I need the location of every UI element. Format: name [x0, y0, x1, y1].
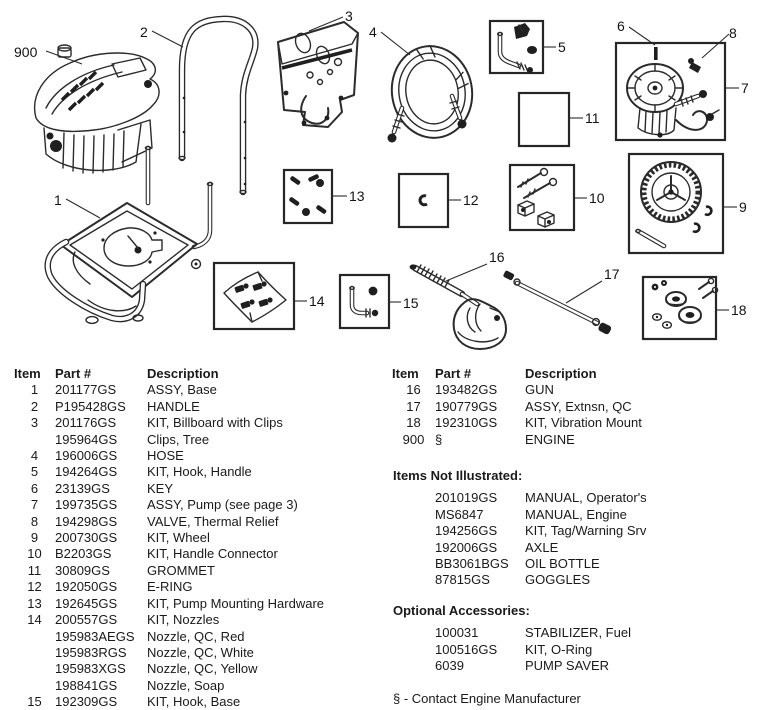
table-row — [392, 382, 758, 398]
callout-label-1: 1 — [54, 192, 62, 208]
callout-label-18: 18 — [731, 302, 747, 318]
part-number: 194256GS — [435, 523, 498, 539]
table-row — [14, 432, 380, 448]
right-table-header — [392, 366, 758, 382]
table-row — [14, 629, 380, 645]
callout-label-13: 13 — [349, 188, 365, 204]
table-row — [14, 563, 380, 579]
parts-lists — [0, 362, 764, 710]
part-description: HANDLE — [147, 398, 200, 414]
table-row — [14, 661, 380, 677]
table-row — [392, 540, 758, 556]
callout-label-4: 4 — [369, 24, 377, 40]
col-header-item: Item — [14, 366, 41, 381]
table-row — [392, 523, 758, 539]
table-row — [14, 382, 380, 398]
e-ring-kit — [399, 174, 448, 227]
part-number: 100031 — [435, 625, 479, 641]
table-row — [14, 464, 380, 480]
part-description: HOSE — [147, 448, 184, 464]
item-number: 8 — [30, 513, 39, 529]
part-description: ASSY, Base — [147, 382, 217, 398]
col-header-item: Item — [392, 366, 419, 381]
item-number — [14, 629, 55, 645]
part-number: 194298GS — [55, 513, 118, 529]
base-illustration — [48, 147, 213, 324]
grommet-box — [519, 93, 569, 146]
part-description: AXLE — [525, 539, 559, 555]
part-number: B2203GS — [55, 546, 112, 562]
table-row — [14, 399, 380, 415]
engine-illustration — [35, 45, 159, 173]
part-number: BB3061BGS — [435, 556, 509, 572]
callout-label-14: 14 — [309, 293, 325, 309]
hook-base-kit — [340, 275, 389, 328]
part-number: 195983RGS — [55, 644, 127, 660]
table-row — [14, 645, 380, 661]
part-number: 199735GS — [55, 497, 118, 513]
spray-gun-illustration — [410, 264, 506, 349]
table-row — [392, 642, 758, 658]
part-description: ASSY, Extnsn, QC — [525, 398, 632, 414]
part-number: 192310GS — [435, 415, 498, 431]
callout-label-9: 9 — [739, 199, 747, 215]
callout-label-7: 7 — [741, 80, 749, 96]
item-number: 16 — [406, 382, 421, 398]
table-row — [14, 415, 380, 431]
part-description: GOGGLES — [525, 572, 591, 588]
right-table-body — [392, 382, 758, 448]
table-row — [14, 514, 380, 530]
callout-label-17: 17 — [604, 266, 620, 282]
col-header-part: Part # — [435, 366, 472, 381]
callout-line-900 — [46, 51, 82, 64]
item-number — [14, 678, 55, 694]
part-number: P195428GS — [55, 398, 126, 414]
callout-label-12: 12 — [463, 192, 479, 208]
table-row — [392, 415, 758, 431]
part-description: KIT, Nozzles — [147, 612, 220, 628]
part-number: 201177GS — [55, 382, 117, 398]
item-number: 5 — [30, 464, 39, 480]
nozzle-kit — [214, 263, 294, 329]
table-row — [392, 490, 758, 506]
item-number: 900 — [402, 431, 425, 447]
item-number — [14, 661, 55, 677]
callout-label-6: 6 — [617, 18, 625, 34]
part-number: 192309GS — [55, 694, 118, 710]
vibration-mount-kit — [643, 277, 718, 339]
table-row — [392, 625, 758, 641]
part-description: KIT, Pump Mounting Hardware — [147, 595, 325, 611]
item-number: 6 — [30, 480, 39, 496]
part-number: 195983XGS — [55, 661, 126, 677]
callout-label-15: 15 — [403, 295, 419, 311]
item-number: 7 — [30, 497, 39, 513]
part-number: 192050GS — [55, 579, 118, 595]
pump-assembly — [616, 43, 725, 140]
item-number: 11 — [27, 562, 42, 578]
table-row — [14, 612, 380, 628]
handle-connector-kit — [510, 165, 574, 230]
callout-label-2: 2 — [140, 24, 148, 40]
item-number: 9 — [30, 530, 39, 546]
part-description: Nozzle, QC, Red — [147, 628, 245, 644]
part-description: KIT, O-Ring — [525, 641, 593, 657]
left-table-body — [14, 382, 380, 710]
table-row — [392, 658, 758, 674]
part-description: KIT, Handle Connector — [147, 546, 278, 562]
part-number: 196006GS — [55, 448, 118, 464]
part-description: GUN — [525, 382, 554, 398]
part-description: MANUAL, Engine — [525, 506, 627, 522]
part-number: 23139GS — [55, 480, 110, 496]
table-row — [14, 448, 380, 464]
part-number: 195964GS — [55, 431, 118, 447]
callout-line-17 — [566, 281, 602, 303]
not-illustrated-list — [392, 490, 758, 588]
parts-list-right — [392, 366, 758, 707]
part-description: Nozzle, Soap — [147, 677, 225, 693]
callout-line-4 — [381, 32, 410, 55]
part-number: 195983AEGS — [55, 628, 135, 644]
part-number: 194264GS — [55, 464, 118, 480]
billboard-illustration — [278, 22, 358, 127]
callout-label-11: 11 — [585, 110, 600, 126]
part-number: 201176GS — [55, 415, 117, 431]
part-description: KEY — [147, 480, 174, 496]
part-description: KIT, Tag/Warning Srv — [525, 523, 647, 539]
callout-line-1 — [66, 199, 100, 218]
parts-list-left — [14, 366, 380, 710]
part-description: MANUAL, Operator's — [525, 490, 647, 506]
item-number: 2 — [30, 398, 39, 414]
part-description: KIT, Hook, Base — [147, 694, 241, 710]
item-number: 12 — [27, 579, 42, 595]
part-description: Clips, Tree — [147, 431, 210, 447]
part-description: OIL BOTTLE — [525, 556, 600, 572]
optional-accessories-title: Optional Accessories: — [393, 602, 530, 618]
engine-footnote: § - Contact Engine Manufacturer — [393, 690, 581, 706]
part-number: § — [435, 431, 443, 447]
item-number: 15 — [27, 694, 42, 710]
part-description: E-RING — [147, 579, 193, 595]
part-number: 198841GS — [55, 677, 118, 693]
table-row — [14, 546, 380, 562]
part-description: STABILIZER, Fuel — [525, 625, 631, 641]
part-description: VALVE, Thermal Relief — [147, 513, 279, 529]
part-number: 87815GS — [435, 572, 490, 588]
item-number: 10 — [27, 546, 42, 562]
table-row — [14, 596, 380, 612]
part-number: MS6847 — [435, 506, 484, 522]
part-description: KIT, Wheel — [147, 530, 210, 546]
table-row — [14, 579, 380, 595]
callout-label-16: 16 — [489, 249, 505, 265]
col-header-part: Part # — [55, 366, 92, 381]
extension-wand-illustration — [503, 270, 612, 335]
item-number: 3 — [30, 415, 39, 431]
callout-label-5: 5 — [558, 39, 566, 55]
table-row — [14, 497, 380, 513]
part-number: 190779GS — [435, 398, 498, 414]
hose-fittings — [388, 96, 467, 143]
callout-label-900: 900 — [14, 44, 38, 60]
table-row — [392, 399, 758, 415]
part-number: 193482GS — [435, 382, 498, 398]
callout-label-10: 10 — [589, 190, 605, 206]
item-number: 17 — [406, 398, 421, 414]
item-number — [14, 432, 55, 448]
table-row — [14, 678, 380, 694]
part-number: 200730GS — [55, 530, 118, 546]
callout-line-2 — [152, 31, 183, 47]
part-number: 30809GS — [55, 562, 110, 578]
item-number: 14 — [27, 612, 42, 628]
part-description: Nozzle, QC, White — [147, 644, 254, 660]
part-description: KIT, Vibration Mount — [525, 415, 642, 431]
table-row — [392, 432, 758, 448]
item-number: 4 — [30, 448, 39, 464]
callout-label-3: 3 — [345, 8, 353, 24]
left-table-header — [14, 366, 380, 382]
callout-line-16 — [446, 264, 487, 281]
col-header-description: Description — [147, 366, 219, 381]
part-description: ENGINE — [525, 431, 575, 447]
part-number: 192006GS — [435, 539, 498, 555]
key-part — [654, 47, 658, 60]
handle-illustration — [179, 19, 255, 194]
table-row — [14, 694, 380, 710]
part-description: KIT, Billboard with Clips — [147, 415, 283, 431]
col-header-description: Description — [525, 366, 597, 381]
part-description: PUMP SAVER — [525, 658, 610, 674]
hose-illustration — [385, 40, 480, 144]
part-number: 6039 — [435, 658, 464, 674]
hook-handle-kit — [490, 21, 543, 73]
optional-accessories-list — [392, 625, 758, 674]
part-number: 100516GS — [435, 641, 498, 657]
part-number: 201019GS — [435, 490, 498, 506]
item-number: 18 — [406, 415, 421, 431]
table-row — [14, 530, 380, 546]
pump-mounting-hardware-kit — [284, 170, 332, 223]
table-row — [14, 481, 380, 497]
item-number: 13 — [27, 595, 42, 611]
item-number: 1 — [30, 382, 39, 398]
part-number: 200557GS — [55, 612, 118, 628]
part-description: ASSY, Pump (see page 3) — [147, 497, 298, 513]
wheel-kit — [629, 154, 723, 253]
part-description: Nozzle, QC, Yellow — [147, 661, 258, 677]
callout-label-8: 8 — [729, 25, 737, 41]
table-row — [392, 556, 758, 572]
table-row — [392, 507, 758, 523]
not-illustrated-title: Items Not Illustrated: — [393, 468, 523, 484]
part-description: GROMMET — [147, 562, 215, 578]
table-row — [392, 572, 758, 588]
item-number — [14, 645, 55, 661]
part-description: KIT, Hook, Handle — [147, 464, 252, 480]
part-number: 192645GS — [55, 595, 118, 611]
